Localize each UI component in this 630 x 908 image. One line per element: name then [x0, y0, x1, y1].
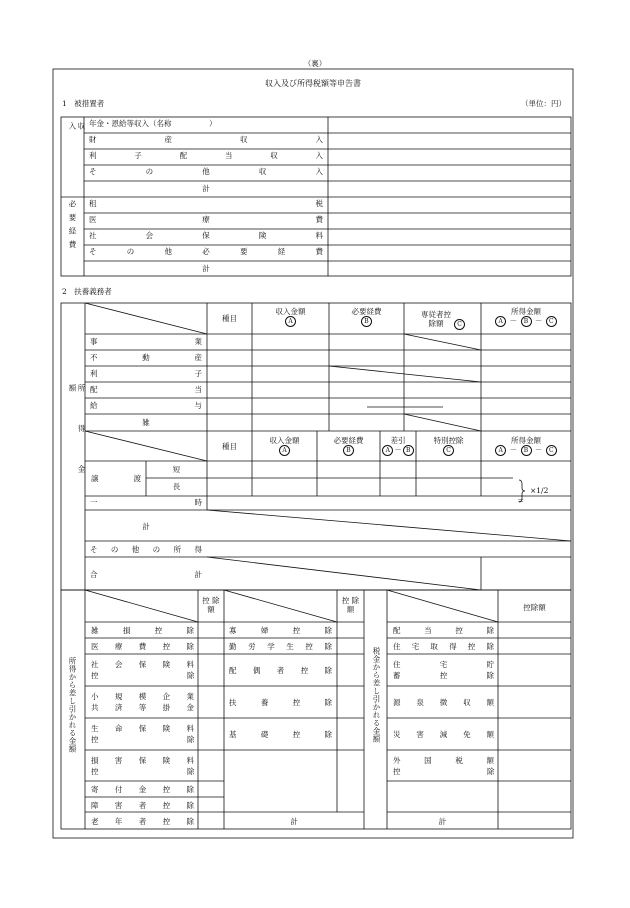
income-row-pension: 年金・恩給等収入（名称 ）: [89, 119, 217, 128]
ded-foreign-tax-3: 除: [487, 767, 495, 776]
header2-result: 所得金額 A － B － C: [481, 436, 571, 456]
ded-withholding: 源 泉 徴 収 額: [393, 698, 494, 707]
col3-total: 計: [438, 817, 447, 826]
income-total-label: 計: [202, 184, 210, 193]
ded-housing: 住 宅 取 得 控 除: [393, 642, 494, 651]
header1-income: 収入金額 A: [275, 307, 306, 325]
row-misc: 雑: [142, 418, 150, 427]
header2-expense: 必要経費 B: [333, 436, 364, 454]
header1-expense: 必要経費 B: [351, 307, 382, 325]
row-transfer-long: 長: [172, 482, 181, 491]
row-other-income: そ の 他 の 所 得: [90, 545, 202, 554]
expense-row-other: そ の 他 必 要 経 費: [89, 247, 323, 256]
deduction-side-label: 所得から差し引かれる金額: [68, 657, 77, 753]
row-transfer-short: 短: [172, 465, 181, 474]
expense-side-label: 必要経費: [68, 200, 77, 254]
ded-working-student: 勤 労 学 生 控 除: [229, 642, 332, 651]
row-grand-total: 合 計: [90, 570, 202, 579]
ded-dependent: 扶 養 控 除: [229, 698, 332, 707]
row-dividend: 配 当: [90, 385, 202, 394]
equals-mark: ＝: [517, 496, 525, 505]
row-transfer: 譲 渡: [91, 474, 141, 483]
ded-medical: 医 療 費 控 除: [91, 642, 194, 651]
ded-damage-ins-3: 除: [187, 767, 195, 776]
col1-header: 控 除 額: [202, 596, 220, 614]
row-salary: 給 与: [90, 401, 202, 410]
row-interest: 利 子: [90, 369, 202, 378]
ded-damage-ins: 損 害 保 険 料: [91, 756, 194, 765]
unit-label: （単位：円）: [521, 99, 566, 108]
form-title: 収入及び所得税額等申告書: [265, 79, 361, 88]
ded-small-biz: 小 規 模 企 業: [91, 692, 194, 701]
header2-income: 収入金額 A: [269, 436, 300, 454]
half-note: ×1/2: [530, 486, 549, 495]
header2-special: 特別控除 C: [433, 436, 464, 454]
header2-kind: 種目: [222, 442, 237, 451]
ded-social-ins-3: 除: [187, 671, 195, 680]
ded-foreign-tax-2: 控: [393, 767, 401, 776]
expense-row-tax: 租 税: [89, 199, 323, 208]
ded-life-ins-3: 除: [187, 735, 195, 744]
expense-row-medical: 医 療 費: [89, 215, 323, 224]
ded-social-ins: 社 会 保 険 料: [91, 660, 194, 669]
header1-result: 所得金額 A － B － C: [481, 307, 571, 327]
ded-donation: 寄 付 金 控 除: [91, 785, 194, 794]
ded-foreign-tax: 外 国 税 額: [393, 756, 494, 765]
ded-widow: 寡 婦 控 除: [229, 626, 332, 635]
col2-header: 控 除 額: [341, 596, 360, 614]
ded-elderly: 老 年 者 控 除: [91, 817, 194, 826]
ded-housing-savings-2: 蓄 控 除: [393, 671, 494, 680]
col2-total: 計: [290, 817, 298, 826]
ded-casualty: 雑 損 控 除: [91, 626, 194, 635]
ded-housing-savings: 住 宅 貯: [393, 660, 494, 669]
ded-spouse: 配 偶 者 控 除: [229, 666, 332, 675]
expense-total-label: 計: [202, 264, 210, 273]
header2-diff: 差引 A － B: [380, 436, 416, 456]
header1-kind: 種目: [222, 314, 237, 323]
income-row-property: 財 産 収 入: [89, 135, 323, 144]
section1-title: 1 被措置者: [62, 99, 105, 108]
row-business: 事 業: [90, 337, 202, 346]
income-row-interest: 利 子 配 当 収 入: [89, 151, 323, 160]
ded-life-ins: 生 命 保 険 料: [91, 724, 194, 733]
ded-disabled: 障 害 者 控 除: [91, 801, 194, 810]
ded-basic: 基 礎 控 除: [229, 730, 332, 739]
col3-header: 控除額: [523, 603, 546, 612]
income-side-label: 収入: [68, 122, 86, 174]
expense-row-insurance: 社 会 保 険 料: [89, 231, 323, 240]
ded-small-biz-2: 共 済 等 掛 金: [91, 703, 194, 712]
header1-family: 専従者控除額 C: [404, 310, 481, 330]
tax-side-label: 税金から差し引かれる金額: [372, 647, 381, 743]
ded-dividend: 配 当 控 除: [393, 626, 494, 635]
ded-life-ins-2: 控: [91, 735, 99, 744]
section2-title: 2 扶養義務者: [62, 287, 112, 296]
row-realestate: 不 動 産: [90, 353, 202, 362]
ded-damage-ins-2: 控: [91, 767, 99, 776]
row-subtotal: 計: [142, 522, 150, 531]
income-row-other: そ の 他 収 入: [89, 167, 323, 176]
page-label: （裏）: [303, 59, 327, 68]
row-occasional: 一 時: [90, 498, 202, 507]
ded-social-ins-2: 控: [91, 671, 99, 680]
ded-disaster: 災 害 減 免 額: [393, 730, 494, 739]
income-amount-side-label: 所得金額: [68, 384, 86, 506]
